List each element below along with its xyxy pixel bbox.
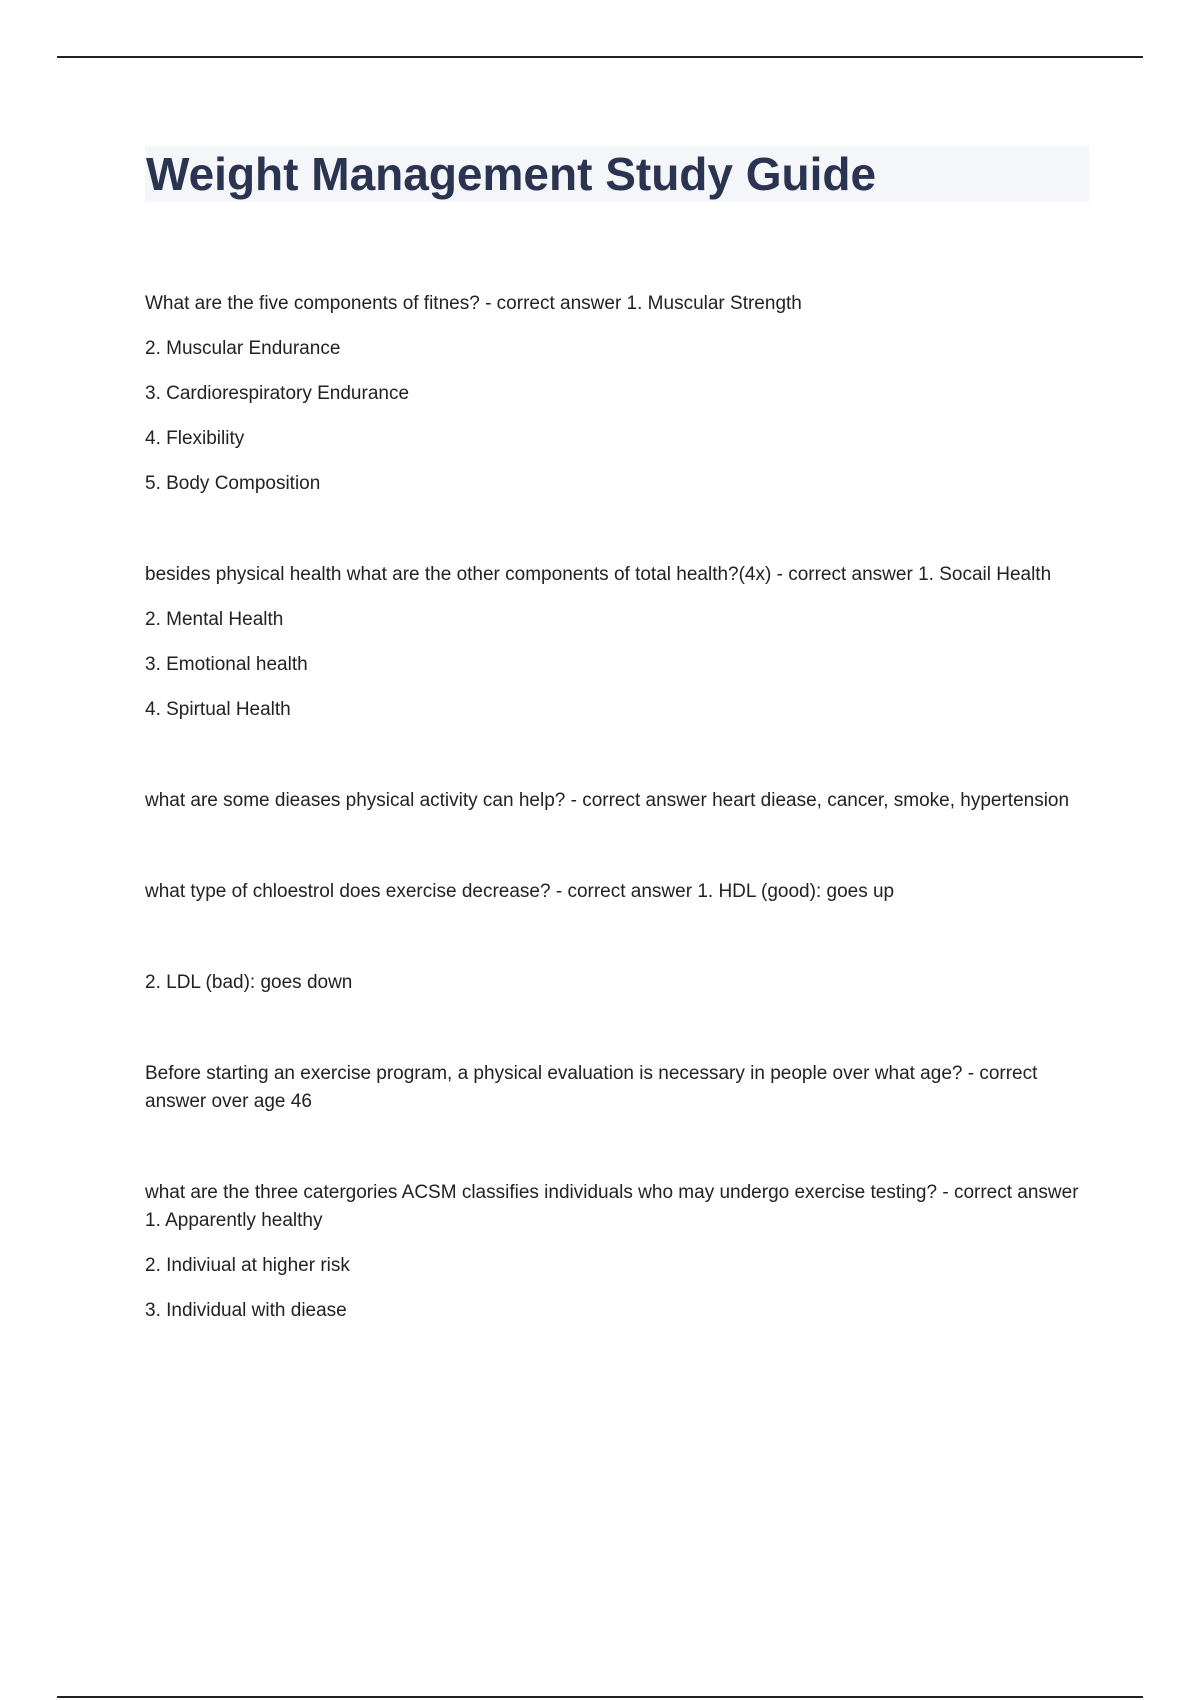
qa-line: 2. LDL (bad): goes down: [145, 972, 353, 993]
qa-item: [145, 1179, 1089, 1325]
qa-item: [145, 561, 1089, 724]
top-rule: [57, 56, 1143, 58]
qa-line: besides physical health what are the other components of total health?(4x) - correct answer 1. Socail Health: [145, 564, 1052, 585]
qa-line: 3. Emotional health: [145, 654, 308, 675]
qa-line: what type of chloestrol does exercise decrease? - correct answer 1. HDL (good): goes up: [145, 881, 895, 902]
qa-line: 4. Spirtual Health: [145, 699, 291, 720]
bottom-rule: [57, 1696, 1143, 1698]
qa-line: 4. Flexibility: [145, 428, 245, 449]
qa-line: 5. Body Composition: [145, 473, 321, 494]
qa-line: what are the three catergories ACSM classifies individuals who may undergo exercise testing? - correct answer 1. Apparently healthy: [145, 1182, 1079, 1231]
qa-line: 2. Indiviual at higher risk: [145, 1255, 350, 1276]
qa-line: Before starting an exercise program, a physical evaluation is necessary in people over what age? - correct answer over age 46: [145, 1063, 1038, 1112]
qa-item: [145, 290, 1089, 498]
qa-line: 3. Individual with diease: [145, 1300, 347, 1321]
qa-list: [145, 290, 1089, 1325]
qa-item: [145, 878, 1089, 997]
qa-item: [145, 1060, 1089, 1116]
qa-line: what are some dieases physical activity can help? - correct answer heart diease, cancer, smoke, hypertension: [145, 790, 1070, 811]
qa-line: What are the five components of fitnes? - correct answer 1. Muscular Strength: [145, 293, 802, 314]
page-content: [145, 146, 1089, 1388]
qa-item: [145, 787, 1089, 815]
qa-line: 2. Mental Health: [145, 609, 284, 630]
qa-line: 2. Muscular Endurance: [145, 338, 341, 359]
page-title: Weight Management Study Guide: [145, 146, 1089, 202]
qa-line: 3. Cardiorespiratory Endurance: [145, 383, 410, 404]
